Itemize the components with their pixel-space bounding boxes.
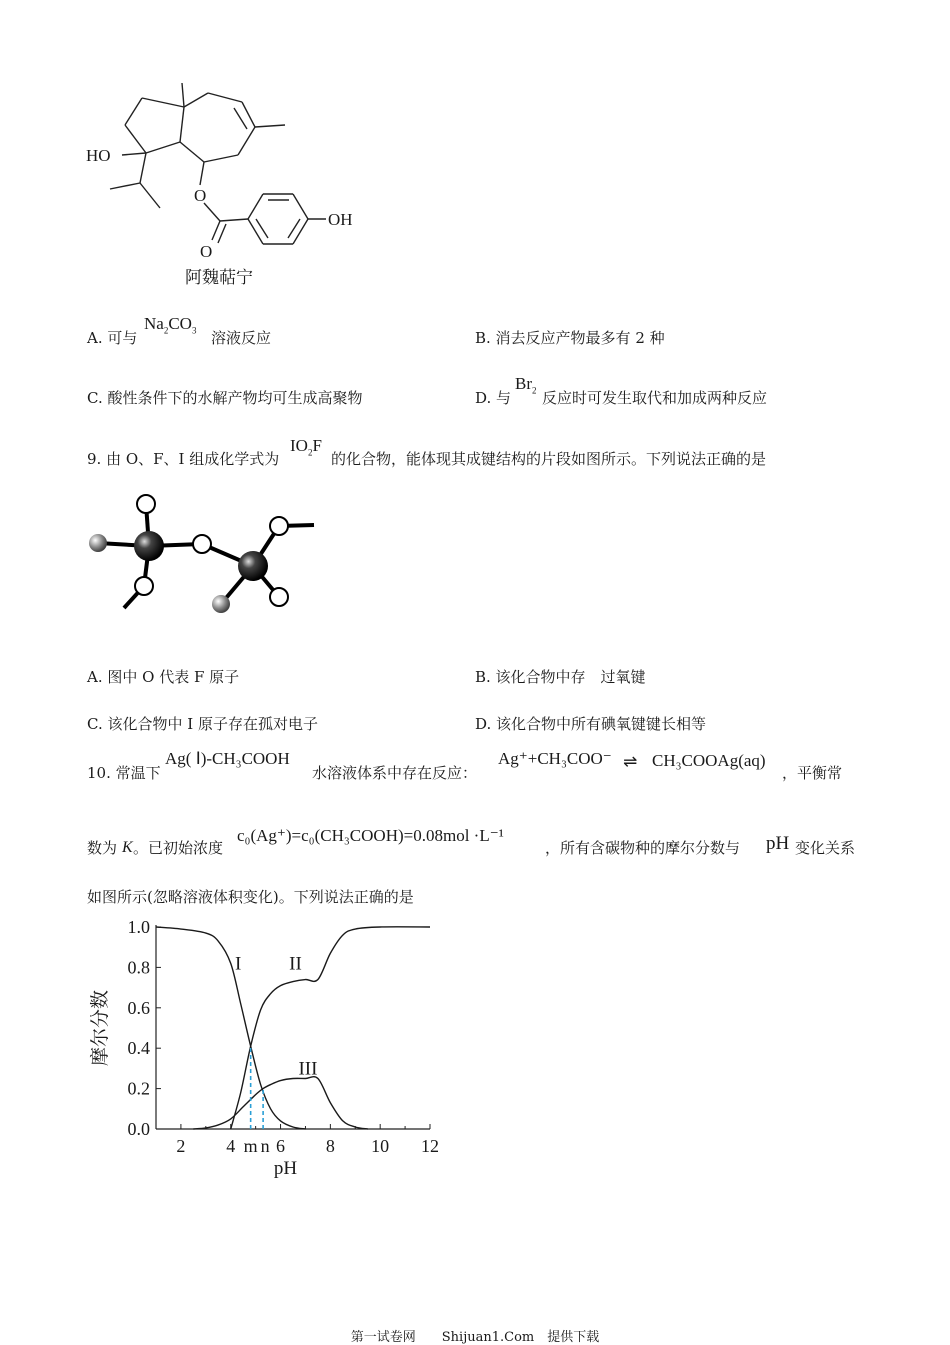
y-tick-label: 0.8 (127, 957, 150, 978)
q8-option-a-post: 溶液反应 (211, 329, 272, 347)
gray-atom-right (212, 595, 230, 613)
carbonyl-oxygen-label: O (200, 242, 213, 261)
bond-structure-diagram (80, 488, 330, 618)
q10-system-formula: Ag( Ⅰ)-CH₃COOH (165, 749, 290, 768)
ester-oxygen-label: O (194, 186, 207, 205)
x-tick-label: 12 (421, 1136, 439, 1156)
series-line-I (156, 927, 305, 1129)
x-tick-label: 6 (276, 1136, 286, 1156)
q10-concentration: c₀(Ag⁺)=c₀(CH₃COOH)=0.08mol ·L⁻¹ (237, 826, 504, 845)
series-label-I: I (235, 953, 242, 975)
q8-option-c: C. 酸性条件下的水解产物均可生成高聚物 (87, 389, 363, 407)
q8-option-d-formula: $Br_2$ (515, 374, 537, 396)
q8-option-d-post: 反应时可发生取代和加成两种反应 (542, 389, 768, 407)
q10-line1-post: ，平衡常 (782, 764, 843, 782)
q10-line1-mid: 水溶液体系中存在反应： (312, 764, 478, 782)
q10-line2-post-a: ，所有含碳物种的摩尔分数与 (545, 839, 741, 857)
q10-equilibrium-arrow: ⇌ (623, 752, 638, 772)
q9-option-b: B. 该化合物中存 过氧键 (475, 668, 646, 686)
gray-atom-left (89, 534, 107, 552)
y-axis-label: 摩尔分数 (90, 989, 111, 1067)
q10-reaction-right: CH₃COOAg(aq) (652, 751, 766, 770)
series-label-III: III (298, 1058, 318, 1080)
q10-line1-pre: 10. 常温下 (87, 764, 161, 782)
y-tick-label: 0.0 (127, 1119, 150, 1139)
y-tick-label: 0.6 (127, 997, 150, 1018)
compound-name: 阿魏萜宁 (185, 268, 253, 288)
marker-m-label: m (243, 1136, 258, 1156)
y-tick-label: 0.2 (127, 1078, 150, 1099)
black-atom-left (134, 531, 164, 561)
footer: 第一试卷网 Shijuan1.Com 提供下载 (350, 1330, 600, 1345)
q10-line2-post-b: 变化关系 (795, 839, 856, 857)
oh-label: OH (328, 210, 353, 229)
q9-option-c: C. 该化合物中 I 原子存在孤对电子 (87, 715, 318, 733)
q8-option-b: B. 消去反应产物最多有 2 种 (475, 329, 665, 347)
q8-option-d-pre: D. 与 (475, 389, 512, 407)
x-axis-label: pH (273, 1158, 298, 1179)
q9-formula: $IO_2F$ (290, 436, 322, 458)
series-line-II (231, 927, 430, 1129)
series-label-II: II (289, 953, 302, 975)
marker-n-label: n (260, 1136, 270, 1156)
q10-line2-mid: 。已初始浓度 (133, 839, 224, 857)
y-tick-label: 0.4 (127, 1038, 150, 1059)
q10-reaction-left: Ag⁺+CH₃COO⁻ (498, 749, 612, 768)
black-atom-right (238, 551, 268, 581)
q10-line2-pre: 数为 (87, 839, 118, 857)
x-tick-label: 8 (325, 1136, 335, 1156)
q10-ph-term: pH (766, 833, 790, 854)
q10-line3: 如图所示(忽略溶液体积变化)。下列说法正确的是 (87, 888, 414, 906)
white-atom-right-bottom (270, 588, 288, 606)
ho-label: HO (86, 146, 111, 165)
x-tick-label: 2 (176, 1136, 186, 1156)
q10-k-symbol: K (122, 839, 133, 856)
q8-option-a-pre: A. 可与 (87, 329, 138, 347)
q9-stem-pre: 9. 由 O、F、I 组成化学式为 (87, 450, 280, 468)
white-atom-bottom (135, 577, 153, 595)
q9-stem-post: 的化合物，能体现其成键结构的片段如图所示。下列说法正确的是 (331, 450, 767, 468)
structure-diagram (80, 75, 380, 290)
q8-option-a-formula: $Na_2CO_3$ (144, 314, 197, 336)
x-tick-label: 10 (371, 1136, 390, 1156)
x-tick-label: 4 (226, 1136, 236, 1156)
white-atom-right-top (270, 517, 288, 535)
white-atom-top (137, 495, 155, 513)
mole-fraction-chart (80, 910, 450, 1190)
y-tick-label: 1.0 (127, 917, 150, 937)
white-atom-bridge (193, 535, 211, 553)
q9-option-d: D. 该化合物中所有碘氧键键长相等 (475, 715, 707, 733)
q9-option-a: A. 图中 O 代表 F 原子 (87, 668, 240, 686)
